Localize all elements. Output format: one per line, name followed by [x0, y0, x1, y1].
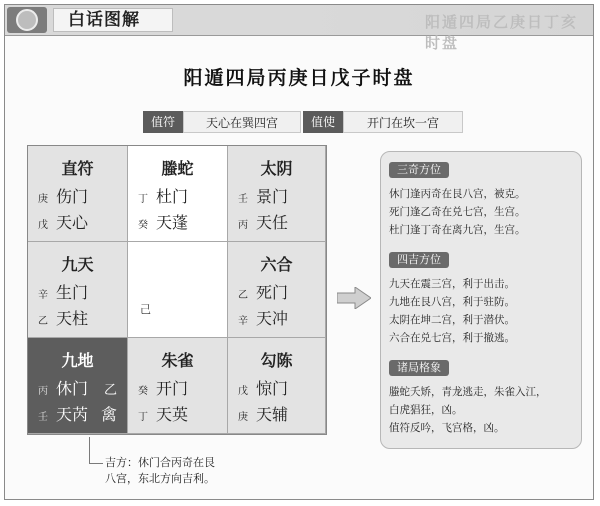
logo: [7, 7, 47, 33]
zhishi-value: 开门在坎一宫: [343, 111, 463, 133]
zhishi-label: 值使: [303, 111, 343, 133]
palace-gen-8: [28, 338, 128, 434]
panel-line: 六合在兑七宫，利于撤逃。: [389, 332, 515, 344]
palace-star-line: 丙 天任: [238, 213, 289, 232]
palace-gate-line: 辛 生门: [38, 283, 89, 302]
palace-star-line: 乙 天柱: [38, 309, 89, 328]
siji-label: 四吉方位: [389, 252, 449, 268]
palace-gate-line: 戊 惊门: [238, 379, 289, 398]
sanqi-label: 三奇方位: [389, 162, 449, 178]
palace-zhen-3: [28, 242, 128, 338]
panel-line: 死门逢乙奇在兑七宫，生宫。: [389, 206, 526, 218]
logo-icon: [16, 9, 38, 31]
palace-star-line: 壬 天芮: [38, 405, 89, 424]
palace-deity: 朱雀: [161, 351, 194, 370]
panel-line: 九地在艮八宫，利于驻防。: [389, 296, 515, 308]
palace-star-line: 辛 天冲: [238, 309, 289, 328]
palace-deity: 六合: [260, 255, 293, 274]
palace-deity: 九地: [61, 351, 94, 370]
palace-star-line: 丁 天英: [138, 405, 189, 424]
panel-line: 螣蛇夭矫，青龙逃走，朱雀入江，: [389, 386, 547, 398]
palace-center-5: [128, 242, 228, 338]
palace-li-9: [128, 146, 228, 242]
palace-star-line: 戊 天心: [38, 213, 89, 232]
analysis-panel: [380, 151, 582, 449]
palace-gate-line: 乙 死门: [238, 283, 289, 302]
palace-gate-line: 丁 杜门: [138, 187, 189, 206]
panel-line: 杜门逢丁奇在离九宫，生宫。: [389, 224, 526, 236]
palace-right-stem: 乙: [103, 383, 117, 398]
header-ghost-text: 阳遁四局乙庚日丁亥时盘: [425, 13, 579, 52]
note-connector: [89, 437, 90, 463]
palace-kan-1: [128, 338, 228, 434]
palace-deity: 九天: [61, 255, 94, 274]
palace-deity: 螣蛇: [161, 159, 194, 178]
note-line: 吉方：休门合丙奇在艮: [105, 456, 215, 469]
center-stem: 己: [140, 303, 151, 316]
palace-right-star: 禽: [100, 405, 117, 424]
geju-label: 诸局格象: [389, 360, 449, 376]
palace-gate-line: 癸 开门: [138, 379, 189, 398]
note-line: 八宫，东北方向吉利。: [105, 472, 215, 485]
panel-line: 太阴在坤二宫，利于潜伏。: [389, 314, 515, 326]
panel-line: 九天在震三宫，利于出击。: [389, 278, 515, 290]
palace-xun-4: [28, 146, 128, 242]
palace-dui-7: [228, 242, 326, 338]
palace-gate-line: 壬 景门: [238, 187, 289, 206]
zhifu-value: 天心在巽四宫: [183, 111, 301, 133]
page-title: 阳遁四局丙庚日戊子时盘: [183, 67, 415, 89]
arrow-right-icon: [337, 287, 371, 309]
panel-line: 休门逢丙奇在艮八宫，被克。: [389, 188, 526, 200]
auspicious-note: [105, 455, 295, 487]
palace-gate-line: 丙 休门: [38, 379, 89, 398]
palace-star-line: 庚 天辅: [238, 405, 289, 424]
header-bar: [5, 5, 593, 52]
section-title: 白话图解: [53, 8, 173, 32]
palace-star-line: 癸 天蓬: [138, 213, 189, 232]
panel-line: 值符反吟，飞宫格，凶。: [389, 422, 505, 434]
palace-kun-2: [228, 146, 326, 242]
palace-gate-line: 庚 伤门: [38, 187, 89, 206]
palace-deity: 勾陈: [260, 351, 293, 370]
zhifu-label: 值符: [143, 111, 183, 133]
note-connector-arm: [89, 463, 103, 464]
palace-grid: [27, 145, 327, 435]
palace-deity: 直符: [61, 159, 94, 178]
palace-deity: 太阴: [260, 159, 293, 178]
panel-line: 白虎猖狂，凶。: [389, 404, 463, 416]
palace-qian-6: [228, 338, 326, 434]
page-frame: [4, 4, 594, 500]
